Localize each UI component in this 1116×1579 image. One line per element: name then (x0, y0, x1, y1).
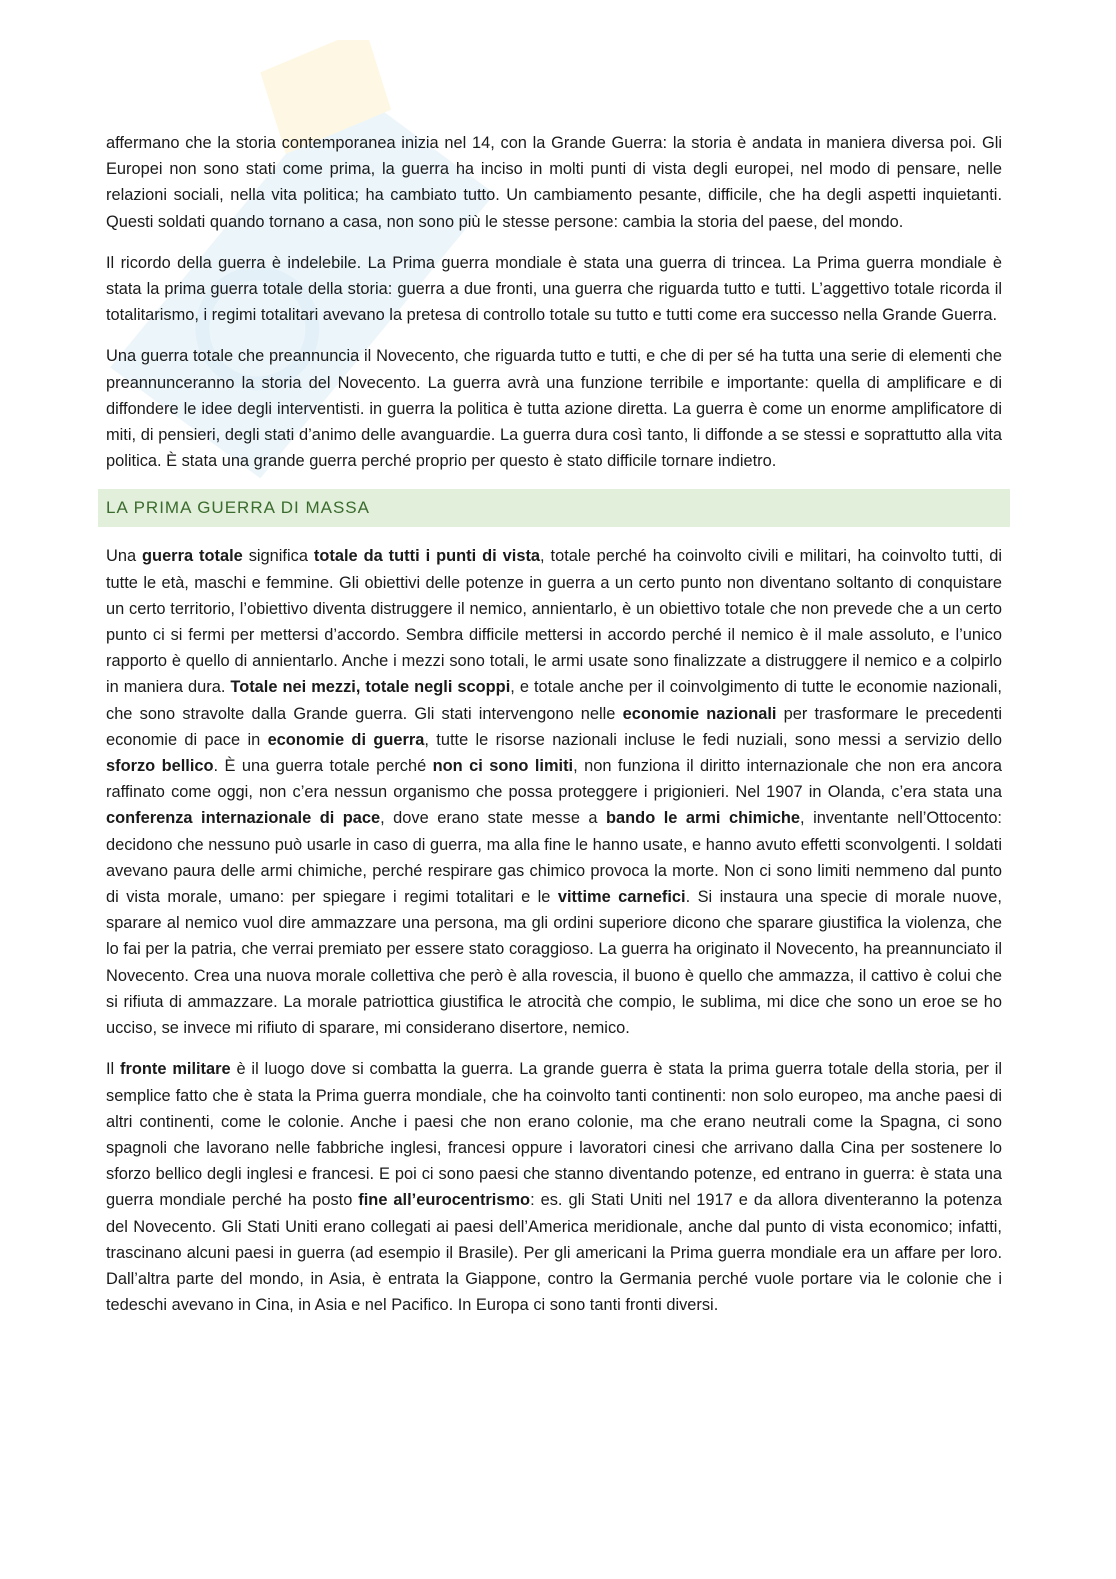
text-run: significa (242, 547, 314, 566)
document-body (106, 130, 1002, 1333)
section-paragraphs (106, 543, 1002, 1318)
text-run: , dove erano state messe a (380, 809, 607, 828)
section-heading: LA PRIMA GUERRA DI MASSA (106, 498, 370, 518)
bold-term: sforzo bellico (106, 757, 214, 776)
text-run: Una guerra totale che preannuncia il Novecento, che riguarda tutto e tutti, e che di per sé ha tutta una serie di elementi che preannunceranno la storia del Novecento. La guerra avrà una funzione terribile e importante: quella di amplificare e di diffondere le idee degli interventisti. in guerra la politica è tutta azione diretta. La guerra è come un enorme amplificatore di miti, di pensieri, degli stati d’animo delle avanguardie. La guerra dura così tanto, li diffonde a se stessi e soprattutto alla vita politica. È stata una grande guerra perché proprio per questo è stato difficile tornare indietro. (106, 347, 1002, 471)
bold-term: fronte militare (120, 1060, 231, 1079)
text-run: , tutte le risorse nazionali incluse le fedi nuziali, sono messi a servizio dello (424, 730, 1002, 749)
section-heading-bar (98, 489, 1010, 527)
intro-paragraphs (106, 130, 1002, 474)
bold-term: non ci sono limiti (432, 757, 574, 776)
paragraph (106, 343, 1002, 474)
bold-term: fine all’eurocentrismo (358, 1191, 531, 1210)
bold-term: bando le armi chimiche (606, 809, 801, 828)
bold-term: guerra totale (142, 547, 243, 566)
paragraph (106, 543, 1002, 1041)
paragraph (106, 250, 1002, 329)
bold-term: economie di guerra (267, 730, 425, 749)
paragraph (106, 1056, 1002, 1318)
bold-term: economie nazionali (622, 704, 777, 723)
text-run: affermano che la storia contemporanea inizia nel 14, con la Grande Guerra: la storia è andata in maniera diversa poi. Gli Europei non sono stati come prima, la guerra ha inciso in molti punti di vista degli europei, nel modo di pensare, nelle relazioni sociali, nella vita politica; ha cambiato tutto. Un cambiamento pesante, difficile, che ha degli aspetti inquietanti. Questi soldati quando tornano a casa, non sono più le stesse persone: cambia la storia del paese, del mondo. (106, 134, 1002, 231)
bold-term: conferenza internazionale di pace (106, 809, 381, 828)
text-run: , inventante nell’Ottocento: decidono che nessuno può usarle in caso di guerra, ma alla fine le hanno usate, e hanno avuto effetti sconvolgenti. I soldati avevano paura delle armi chimiche, perché respirare gas chimico provoca la morte. Non ci sono limiti nemmeno dal punto di vista morale, umano: per spiegare i regimi totalitari e le (106, 809, 1002, 907)
bold-term: totale da tutti i punti di vista (313, 547, 541, 566)
text-run: . È una guerra totale perché (213, 757, 433, 776)
text-run: Una (106, 547, 143, 566)
text-run: per trasformare le precedenti economie di pace in (106, 704, 1002, 749)
text-run: : es. gli Stati Uniti nel 1917 e da allora diventeranno la potenza del Novecento. Gli Stati Uniti erano collegati ai paesi dell’America meridionale, anche dal punto di vista economico; infatti, trascinano alcuni paesi in guerra (ad esempio il Brasile). Per gli americani la Prima guerra mondiale era un affare per loro. Dall’altra parte del mondo, in Asia, è entrata la Giappone, contro la Germania perché vuole portare via le colonie che i tedeschi avevano in Cina, in Asia e nel Pacifico. In Europa ci sono tanti fronti diversi. (106, 1191, 1002, 1315)
paragraph (106, 130, 1002, 235)
text-run: , non funziona il diritto internazionale che non era ancora raffinato come oggi, non c’era nessun organismo che possa proteggere i prigionieri. Nel 1907 in Olanda, c’era stata una (106, 757, 1002, 802)
text-run: , totale perché ha coinvolto civili e militari, ha coinvolto tutti, di tutte le età, maschi e femmine. Gli obiettivi delle potenze in guerra a un certo punto non diventano soltanto di conquistare un certo territorio, l’obiettivo diventa distruggere il nemico, annientarlo, è un obiettivo totale che non prevede che a un certo punto ci si fermi per mettersi d’accordo. Sembra difficile mettersi in accordo perché il nemico è il male assoluto, e l’unico rapporto è quello di annientarlo. Anche i mezzi sono totali, le armi usate sono finalizzate a distruggere il nemico e a colpirlo in maniera dura. (106, 547, 1003, 697)
text-run: Il (106, 1060, 121, 1079)
bold-term: Totale nei mezzi, totale negli scoppi (230, 678, 511, 697)
text-run: Il ricordo della guerra è indelebile. La Prima guerra mondiale è stata una guerra di trincea. La Prima guerra mondiale è stata la prima guerra totale della storia: guerra a due fronti, una guerra che riguarda tutto e tutti. L’aggettivo totale ricorda il totalitarismo, i regimi totalitari avevano la pretesa di controllo totale su tutto e tutti come era successo nella Grande Guerra. (106, 253, 1002, 325)
text-run: . Si instaura una specie di morale nuove, sparare al nemico vuol dire ammazzare una persona, ma gli ordini superiore dicono che sparare giustifica la violenza, che lo fai per la patria, che verrai premiato per essere stato coraggioso. La guerra ha originato il Novecento, ha preannunciato il Novecento. Crea una nuova morale collettiva che però è alla rovescia, il buono è quello che ammazza, il cattivo è colui che si rifiuta di ammazzare. La morale patriottica giustifica le atrocità che compio, le sublima, mi dice che sono un eroe se ho ucciso, se invece mi rifiuto di sparare, mi considerano disertore, nemico. (106, 888, 1002, 1038)
text-run: è il luogo dove si combatta la guerra. La grande guerra è stata la prima guerra totale della storia, per il semplice fatto che è stata la Prima guerra mondiale, che ha coinvolto tanti continenti: non solo europeo, ma anche paesi di altri continenti, come le colonie. Anche i paesi che non erano colonie, ma che erano neutrali come la Spagna, ci sono spagnoli che lavorano nelle fabbriche inglesi, francesi oppure i lavoratori cinesi che arrivano dalla Cina per sostenere lo sforzo bellico degli inglesi e francesi. E poi ci sono paesi che stanno diventando potenze, ed entrano in guerra: è stata una guerra mondiale perché ha posto (106, 1060, 1003, 1210)
bold-term: vittime carnefici (557, 888, 686, 907)
text-run: , e totale anche per il coinvolgimento di tutte le economie nazionali, che sono stravolte dalla Grande guerra. Gli stati intervengono nelle (106, 678, 1002, 723)
